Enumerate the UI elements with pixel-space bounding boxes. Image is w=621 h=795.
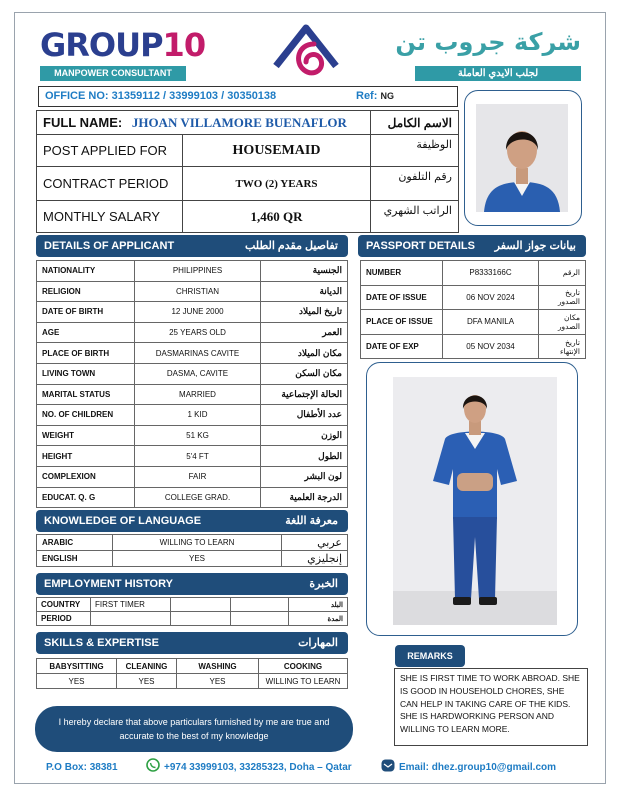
cell-a: الرقم	[539, 261, 586, 286]
table-row	[37, 363, 348, 384]
passport-header: PASSPORT DETAILS بيانات جواز السفر	[358, 235, 586, 257]
cell-a: تاريخ الإنتهاء	[539, 334, 586, 359]
cell-k: MARITAL STATUS	[37, 384, 135, 405]
cell-k: HEIGHT	[37, 446, 135, 467]
passport-table	[360, 260, 586, 359]
table-row	[37, 302, 348, 323]
cell-v: PHILIPPINES	[135, 261, 261, 282]
post-value: HOUSEMAID	[183, 135, 371, 167]
mail-icon	[381, 759, 395, 775]
cell-a: مكان الصدور	[539, 310, 586, 335]
table-row	[361, 334, 586, 359]
cell-a: الحالة الإجتماعية	[261, 384, 348, 405]
applicant-full-body-photo	[393, 377, 557, 625]
group10-logo: GROUP10	[40, 26, 206, 64]
cell-a: العمر	[261, 322, 348, 343]
center-emblem-icon	[268, 22, 344, 82]
table-row: ARABIC WILLING TO LEARN عربي	[37, 535, 348, 551]
table-row	[37, 261, 348, 282]
main-info-table	[36, 110, 459, 233]
applicant-portrait-photo	[476, 104, 568, 212]
cell-k: NO. OF CHILDREN	[37, 405, 135, 426]
post-label: POST APPLIED FOR	[37, 135, 183, 167]
table-row: ENGLISH YES إنجليزي	[37, 551, 348, 567]
po-box: P.O Box: 38381	[46, 762, 118, 773]
cell-a: الوزن	[261, 425, 348, 446]
cell-k: EDUCAT. Q. G	[37, 487, 135, 508]
language-table	[36, 534, 348, 567]
cell-k: NATIONALITY	[37, 261, 135, 282]
cell-a: تاريخ الميلاد	[261, 302, 348, 323]
manpower-consultant-bar: MANPOWER CONSULTANT	[40, 66, 186, 81]
table-row	[361, 261, 586, 286]
cell-v: 06 NOV 2024	[443, 285, 539, 310]
table-row	[37, 322, 348, 343]
table-row	[37, 281, 348, 302]
cell-v: 51 KG	[135, 425, 261, 446]
cell-k: DATE OF EXP	[361, 334, 443, 359]
cell-v: DASMA, CAVITE	[135, 363, 261, 384]
email-address: Email: dhez.group10@gmail.com	[399, 762, 557, 773]
whatsapp-icon	[146, 758, 160, 775]
cell-a: مكان السكن	[261, 363, 348, 384]
table-row	[37, 446, 348, 467]
table-row	[37, 343, 348, 364]
full-name-ar: الاسم الكامل	[371, 111, 459, 135]
cell-a: الجنسية	[261, 261, 348, 282]
table-row	[37, 487, 348, 508]
cell-v: DFA MANILA	[443, 310, 539, 335]
salary-value: 1,460 QR	[183, 201, 371, 233]
cell-v: DASMARINAS CAVITE	[135, 343, 261, 364]
cell-k: AGE	[37, 322, 135, 343]
language-header: KNOWLEDGE OF LANGUAGE معرفة اللغة	[36, 510, 348, 532]
cell-v: 12 JUNE 2000	[135, 302, 261, 323]
remarks-tab: REMARKS	[395, 645, 465, 667]
table-row: COUNTRY FIRST TIMER البلد	[37, 598, 348, 612]
cell-v: FAIR	[135, 466, 261, 487]
cell-k: DATE OF BIRTH	[37, 302, 135, 323]
cell-a: الدرجة العلمية	[261, 487, 348, 508]
table-row	[37, 405, 348, 426]
cell-v: 25 YEARS OLD	[135, 322, 261, 343]
cell-v: 5'4 FT	[135, 446, 261, 467]
arabic-tagline-bar: لجلب الايدي العاملة	[415, 66, 581, 81]
cell-a: لون البشر	[261, 466, 348, 487]
skills-value-row: YES YES YES WILLING TO LEARN	[37, 674, 348, 689]
cell-v: 05 NOV 2034	[443, 334, 539, 359]
table-row	[37, 425, 348, 446]
full-name-cell: FULL NAME: JHOAN VILLAMORE BUENAFLOR	[37, 111, 371, 135]
cell-k: DATE OF ISSUE	[361, 285, 443, 310]
contract-value: TWO (2) YEARS	[183, 167, 371, 201]
cell-v: 1 KID	[135, 405, 261, 426]
declaration-banner: I hereby declare that above particulars furnished by me are true and accurate to the best of my knowledge	[35, 706, 353, 752]
cell-a: الديانة	[261, 281, 348, 302]
salary-ar: الراتب الشهري	[371, 201, 459, 233]
skills-header-row: BABYSITTING CLEANING WASHING COOKING	[37, 659, 348, 674]
cell-a: عدد الأطفال	[261, 405, 348, 426]
cell-v: P8333166C	[443, 261, 539, 286]
contract-ar: رقم التلفون	[371, 167, 459, 201]
salary-label: MONTHLY SALARY	[37, 201, 183, 233]
cell-v: CHRISTIAN	[135, 281, 261, 302]
details-header: DETAILS OF APPLICANT تفاصيل مقدم الطلب	[36, 235, 348, 257]
cell-k: NUMBER	[361, 261, 443, 286]
arabic-logo-text: شركة جروب تن	[395, 28, 581, 56]
table-row	[37, 384, 348, 405]
cell-k: WEIGHT	[37, 425, 135, 446]
contract-label: CONTRACT PERIOD	[37, 167, 183, 201]
cell-a: تاريخ الصدور	[539, 285, 586, 310]
office-text: OFFICE NO: 31359112 / 33999103 / 30350138	[45, 90, 277, 102]
cell-k: PLACE OF ISSUE	[361, 310, 443, 335]
details-table	[36, 260, 348, 508]
cell-k: PLACE OF BIRTH	[37, 343, 135, 364]
cell-k: COMPLEXION	[37, 466, 135, 487]
post-ar: الوظيفة	[371, 135, 459, 167]
cell-v: MARRIED	[135, 384, 261, 405]
table-row	[361, 285, 586, 310]
table-row	[37, 466, 348, 487]
table-row	[361, 310, 586, 335]
cell-v: COLLEGE GRAD.	[135, 487, 261, 508]
remarks-text: SHE IS FIRST TIME TO WORK ABROAD. SHE IS GOOD IN HOUSEHOLD CHORES, SHE CAN HELP IN TAKING CARE OF THE KIDS. SHE IS HARDWORKING PERSON AND WILLING TO LEARN MORE.	[394, 668, 588, 746]
phone-numbers: +974 33999103, 33285323, Doha – Qatar	[164, 762, 352, 773]
cell-a: مكان الميلاد	[261, 343, 348, 364]
skills-header: SKILLS & EXPERTISE المهارات	[36, 632, 348, 654]
full-name-value: JHOAN VILLAMORE BUENAFLOR	[131, 114, 347, 130]
office-numbers	[38, 86, 458, 107]
table-row: PERIOD المدة	[37, 612, 348, 626]
employment-table	[36, 597, 348, 626]
ref-field: Ref: NG	[356, 90, 394, 102]
cell-a: الطول	[261, 446, 348, 467]
cell-k: LIVING TOWN	[37, 363, 135, 384]
employment-header: EMPLOYMENT HISTORY الخبرة	[36, 573, 348, 595]
skills-table	[36, 658, 348, 689]
cell-k: RELIGION	[37, 281, 135, 302]
